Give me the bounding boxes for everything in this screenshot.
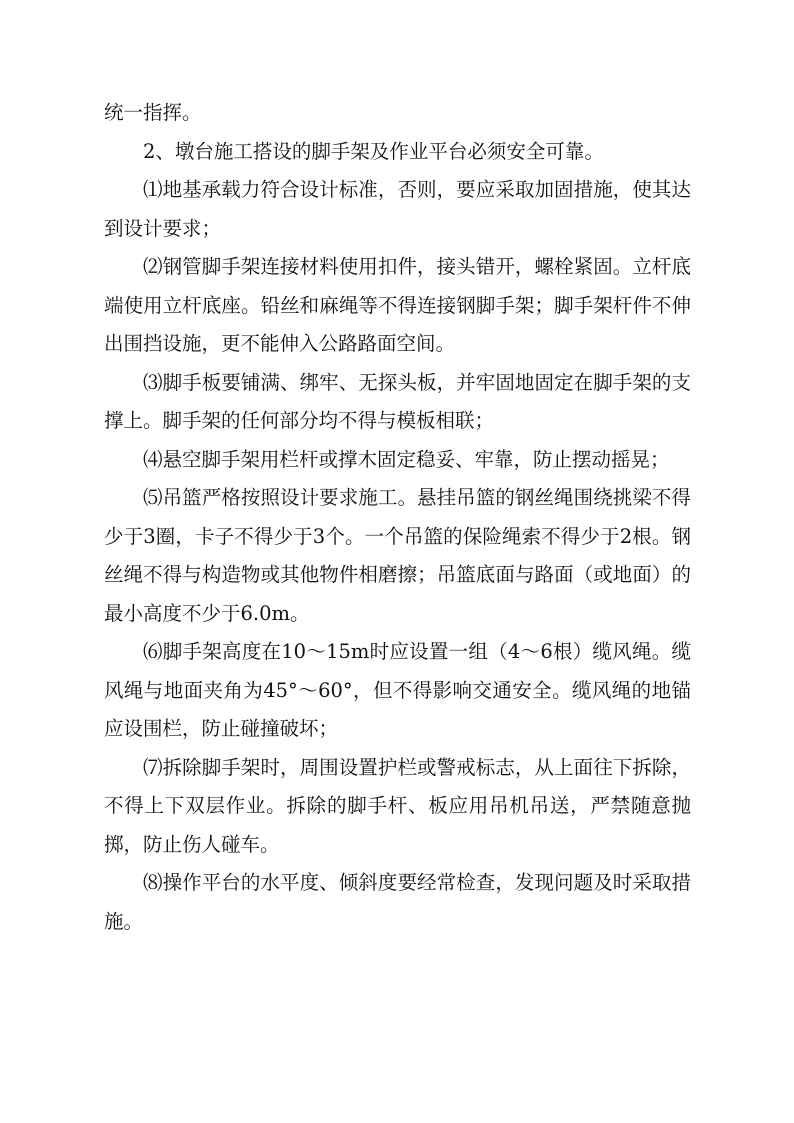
document-body <box>104 94 691 941</box>
paragraph-continuation: 统一指挥。 <box>104 101 202 124</box>
paragraph-item-5: ⑸吊篮严格按照设计要求施工。悬挂吊篮的钢丝绳围绕挑梁不得少于3圈，卡子不得少于3个。一个吊篮的保险绳索不得少于2根。钢丝绳不得与构造物或其他物件相磨擦；吊篮底面与路面（或地面）的最小高度不少于6.0m。 <box>104 486 691 625</box>
paragraph-item-6: ⑹脚手架高度在10～15m时应设置一组（4～6根）缆风绳。缆风绳与地面夹角为45°～60°，但不得影响交通安全。缆风绳的地锚应设围栏，防止碰撞破坏； <box>104 640 691 740</box>
paragraph-item-1: ⑴地基承载力符合设计标准，否则，要应采取加固措施，使其达到设计要求； <box>104 178 691 240</box>
paragraph-item-7: ⑺拆除脚手架时，周围设置护栏或警戒标志，从上面往下拆除，不得上下双层作业。拆除的脚手杆、板应用吊机吊送，严禁随意抛掷，防止伤人碰车。 <box>104 755 691 856</box>
paragraph-item-4: ⑷悬空脚手架用栏杆或撑木固定稳妥、牢靠，防止摆动摇晃； <box>143 447 670 471</box>
paragraph-item-8: ⑻操作平台的水平度、倾斜度要经常检查，发现问题及时采取措施。 <box>104 871 691 933</box>
paragraph-item-2: ⑵钢管脚手架连接材料使用扣件，接头错开，螺栓紧固。立杆底端使用立杆底座。铅丝和麻绳等不得连接钢脚手架；脚手架杆件不伸出围挡设施，更不能伸入公路路面空间。 <box>104 255 691 355</box>
paragraph-item-3: ⑶脚手板要铺满、绑牢、无探头板，并牢固地固定在脚手架的支撑上。脚手架的任何部分均不得与模板相联； <box>104 370 691 432</box>
paragraph-section-heading: 2、墩台施工搭设的脚手架及作业平台必须安全可靠。 <box>143 139 604 163</box>
